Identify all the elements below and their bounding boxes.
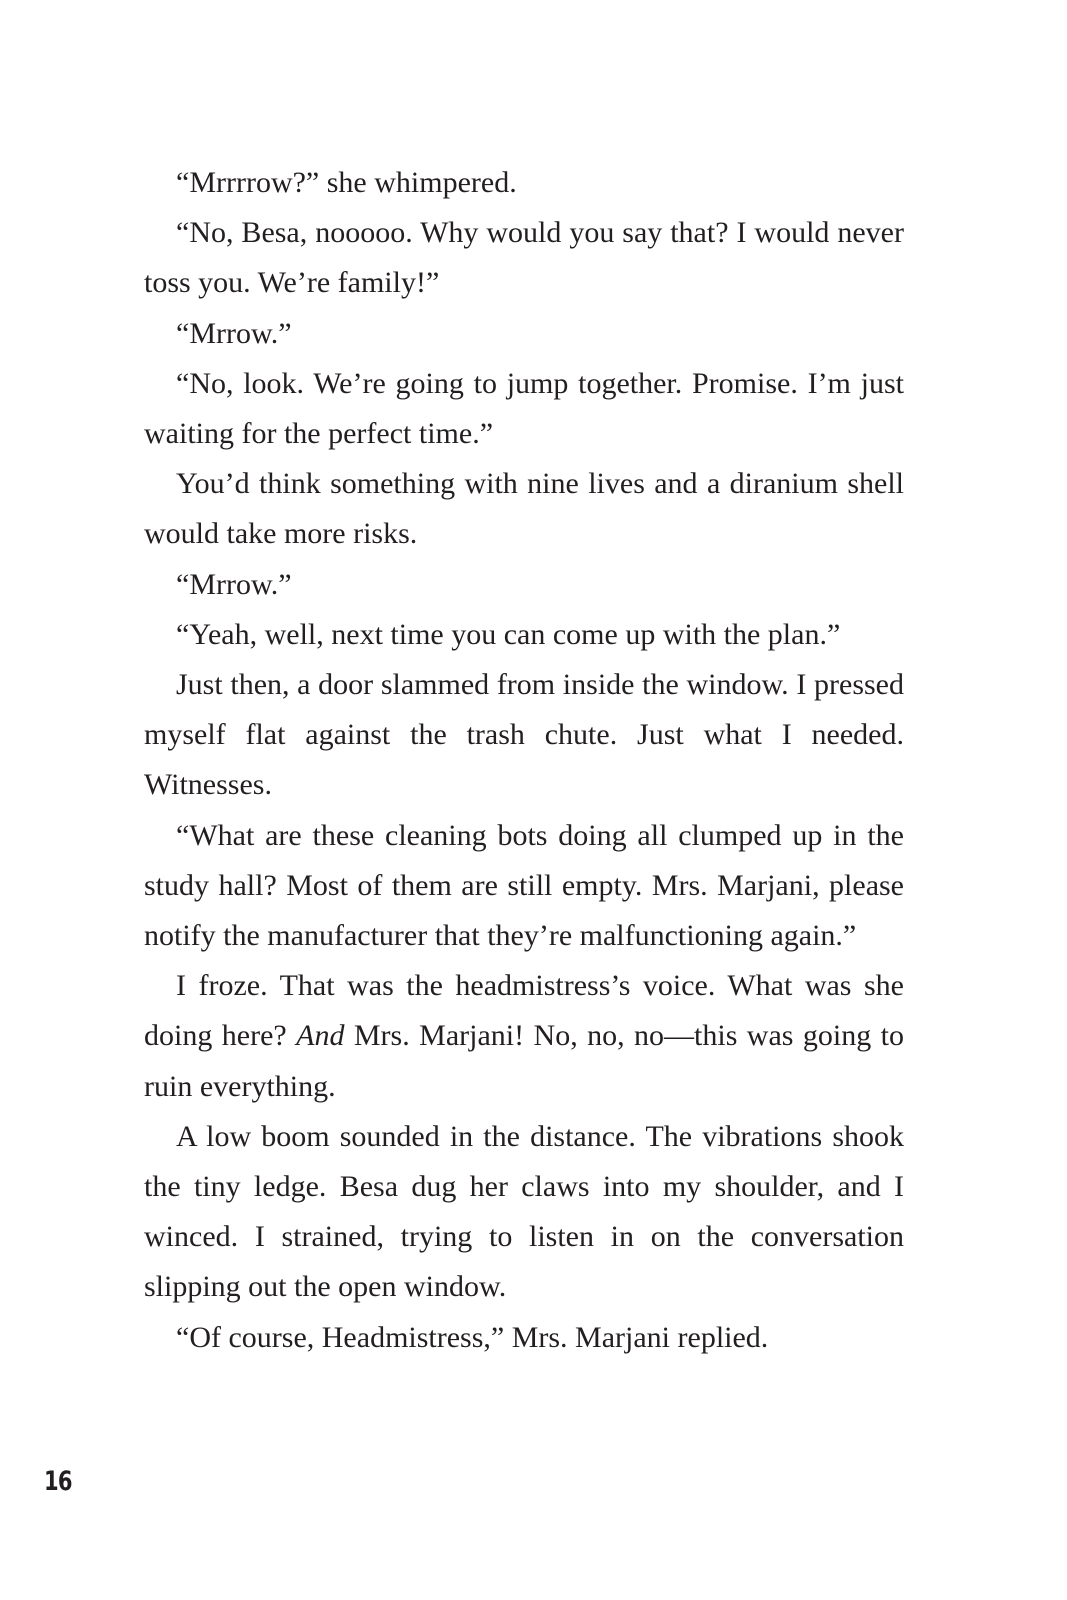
page-number: 16 [44,1466,72,1497]
paragraph: A low boom sounded in the distance. The vibrations shook the tiny ledge. Besa dug her claws into my shoulder, and I winced. I strained, trying to listen in on the conversation slipping out the open window. [144,1119,904,1304]
paragraph: “No, Besa, nooooo. Why would you say that? I would never toss you. We’re family!” [144,216,904,300]
paragraph: “No, look. We’re going to jump together. Promise. I’m just waiting for the perfect time.” [144,366,904,451]
paragraph: “Mrrow.” [176,316,292,350]
paragraph-text: Mrs. Marjani! No, no, no—this was going to ruin everything. [144,1019,904,1103]
paragraph [144,961,904,1112]
paragraph: “Yeah, well, next time you can come up with the plan.” [176,617,841,651]
paragraph: “What are these cleaning bots doing all clumped up in the study hall? Most of them are still empty. Mrs. Marjani, please notify the manufacturer that they’re malfunctioning again.” [144,818,904,953]
body-text [144,158,904,1363]
paragraph: “Of course, Headmistress,” Mrs. Marjani replied. [176,1320,769,1354]
paragraph: “Mrrrrow?” she whimpered. [176,166,517,199]
paragraph: “Mrrow.” [176,567,292,601]
emphasized-text: And [296,1019,345,1053]
paragraph-text: I froze. That was the headmistress’s voice. What was she doing here? [144,969,904,1053]
paragraph: Just then, a door slammed from inside the window. I pressed myself flat against the trash chute. Just what I needed. Witnesses. [144,668,904,802]
paragraph: You’d think something with nine lives and a diranium shell would take more risks. [144,467,904,551]
